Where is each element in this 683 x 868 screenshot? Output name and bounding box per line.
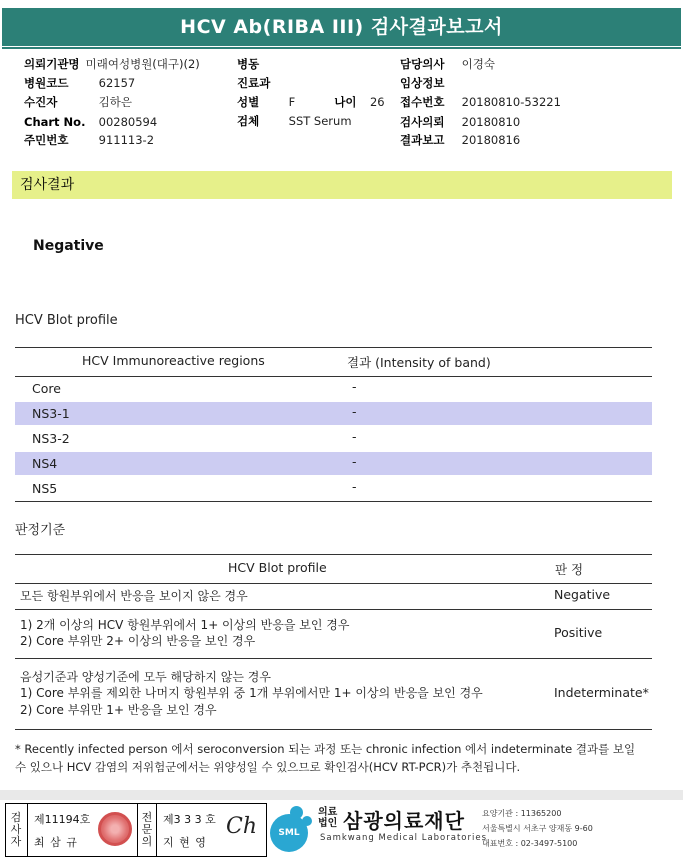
- specimen-value: SST Serum: [288, 114, 352, 128]
- region-cell: NS3-2: [32, 431, 70, 446]
- info-hospital-code: [24, 76, 135, 91]
- info-receipt: [400, 95, 561, 110]
- info-ward: [237, 57, 289, 72]
- examiner-label: 검사자: [10, 811, 22, 848]
- table-row: [15, 477, 652, 500]
- institution-label: 의뢰기관명: [24, 57, 80, 71]
- recipient-label: 수진자: [24, 95, 58, 109]
- intensity-cell: -: [352, 454, 357, 469]
- signature-box: [5, 803, 267, 857]
- table-top-border: [15, 347, 652, 348]
- info-chart: [24, 115, 157, 130]
- col-header-intensity: 결과 (Intensity of band): [347, 355, 491, 370]
- doctor-value: 이경숙: [461, 57, 495, 71]
- footnote: [15, 740, 665, 776]
- criteria-title: 판정기준: [15, 523, 66, 538]
- criteria-header-border: [15, 583, 652, 584]
- org-address: 서울특별시 서초구 양재동 9-60: [482, 824, 593, 833]
- org-english-name: Samkwang Medical Laboratories: [320, 833, 488, 843]
- ward-label: 병동: [237, 57, 260, 71]
- table-row: [15, 377, 652, 400]
- criteria-top-border: [15, 554, 652, 555]
- region-cell: NS4: [32, 456, 58, 471]
- intensity-cell: -: [352, 479, 357, 494]
- specialist-label: 전문의: [141, 811, 153, 848]
- receipt-label: 접수번호: [400, 95, 445, 109]
- dept-label: 진료과: [237, 76, 271, 90]
- age-label: 나이: [334, 95, 357, 109]
- result-value: Negative: [33, 238, 104, 254]
- org-type: 의료법인: [318, 807, 338, 829]
- result-section-title: 검사결과: [12, 171, 672, 199]
- criteria-bottom-border: [15, 729, 652, 730]
- col-header-region: HCV Immunoreactive regions: [82, 353, 265, 368]
- resident-value: 911113-2: [98, 133, 155, 147]
- footer-divider: [0, 790, 683, 800]
- footnote-line1: * Recently infected person 에서 seroconversion 되는 과정 또는 chronic infection 에서 indeterminate 결과를 보일: [15, 742, 636, 756]
- request-value: 20180810: [461, 115, 521, 129]
- doctor-label: 담당의사: [400, 57, 445, 71]
- intensity-cell: -: [352, 404, 357, 419]
- table-row: [15, 452, 652, 475]
- receipt-value: 20180810-53221: [461, 95, 561, 109]
- info-institution: [24, 57, 200, 72]
- table-bottom-border: [15, 501, 652, 502]
- criteria-row-border: [15, 658, 652, 659]
- criteria-row-negative-judgement: Negative: [554, 587, 611, 602]
- org-name: 삼광의료재단: [343, 809, 465, 833]
- criteria-row-indeterminate-line2: 1) Core 부위를 제외한 나머지 항원부위 중 1개 부위에서만 1+ 이상의 반응을 보인 경우: [20, 686, 483, 700]
- org-institution-code: 요양기관 : 11365200: [482, 809, 562, 818]
- table-row: [15, 427, 652, 450]
- criteria-row-indeterminate-judgement: Indeterminate*: [554, 685, 649, 700]
- criteria-row-indeterminate-line1: 음성기준과 양성기준에 모두 해당하지 않는 경우: [20, 670, 271, 684]
- examiner-label-cell: [6, 804, 28, 856]
- age-value: 26: [369, 95, 385, 109]
- info-clinical: [400, 76, 462, 91]
- specialist-label-cell: [137, 804, 157, 856]
- intensity-cell: -: [352, 379, 357, 394]
- criteria-row-positive-line2: 2) Core 부위만 2+ 이상의 반응을 보인 경우: [20, 634, 256, 648]
- info-resident: [24, 133, 154, 148]
- examiner-name: 최 삼 규: [34, 836, 78, 849]
- intensity-cell: -: [352, 429, 357, 444]
- header-divider: [2, 47, 681, 49]
- hospital-code-label: 병원코드: [24, 76, 69, 90]
- criteria-row-indeterminate-line3: 2) Core 부위만 1+ 반응을 보인 경우: [20, 703, 217, 717]
- resident-label: 주민번호: [24, 133, 69, 147]
- logo-text: SML: [270, 814, 308, 852]
- chart-label: Chart No.: [24, 115, 86, 129]
- chart-value: 00280594: [98, 115, 158, 129]
- handwritten-signature: Ch: [226, 814, 258, 839]
- examiner-license: 제11194호: [34, 813, 91, 826]
- report-label: 결과보고: [400, 133, 445, 147]
- sml-logo-icon: [270, 806, 312, 854]
- specimen-label: 검체: [237, 114, 260, 128]
- info-request: [400, 115, 520, 130]
- info-sex-age: [237, 95, 385, 110]
- info-report: [400, 133, 520, 148]
- header-bar: [0, 0, 683, 50]
- info-recipient: [24, 95, 132, 110]
- info-doctor: [400, 57, 495, 72]
- seal-stamp: [98, 812, 132, 846]
- clinical-label: 임상정보: [400, 76, 445, 90]
- region-cell: Core: [32, 381, 61, 396]
- info-dept: [237, 76, 289, 91]
- recipient-value: 김하은: [98, 95, 132, 109]
- table-row: [15, 402, 652, 425]
- criteria-row-positive-judgement: Positive: [554, 625, 603, 640]
- blot-profile-title: HCV Blot profile: [15, 313, 118, 328]
- footnote-line2: 수 있으나 HCV 감염의 저위험군에서는 위양성일 수 있으므로 확인검사(HCV RT-PCR)가 추천됩니다.: [15, 760, 521, 774]
- specialist-name: 지 현 영: [163, 836, 207, 849]
- sex-label: 성별: [237, 95, 260, 109]
- info-specimen: [237, 114, 352, 129]
- org-phone: 대표번호 : 02-3497-5100: [482, 839, 578, 848]
- institution-value: 미래여성병원(대구)(2): [85, 57, 200, 71]
- region-cell: NS5: [32, 481, 58, 496]
- criteria-row-positive-line1: 1) 2개 이상의 HCV 항원부위에서 1+ 이상의 반응을 보인 경우: [20, 618, 350, 632]
- request-label: 검사의뢰: [400, 115, 445, 129]
- hospital-code-value: 62157: [98, 76, 136, 90]
- specialist-license: 제3 3 3 호: [163, 813, 216, 826]
- criteria-col-judgement: 판 정: [555, 562, 584, 577]
- report-title: HCV Ab(RIBA III) 검사결과보고서: [2, 8, 681, 46]
- criteria-col-profile: HCV Blot profile: [228, 560, 327, 575]
- region-cell: NS3-1: [32, 406, 70, 421]
- report-value: 20180816: [461, 133, 521, 147]
- criteria-row-negative-text: 모든 항원부위에서 반응을 보이지 않은 경우: [20, 589, 248, 603]
- criteria-row-border: [15, 609, 652, 610]
- sex-value: F: [288, 95, 296, 109]
